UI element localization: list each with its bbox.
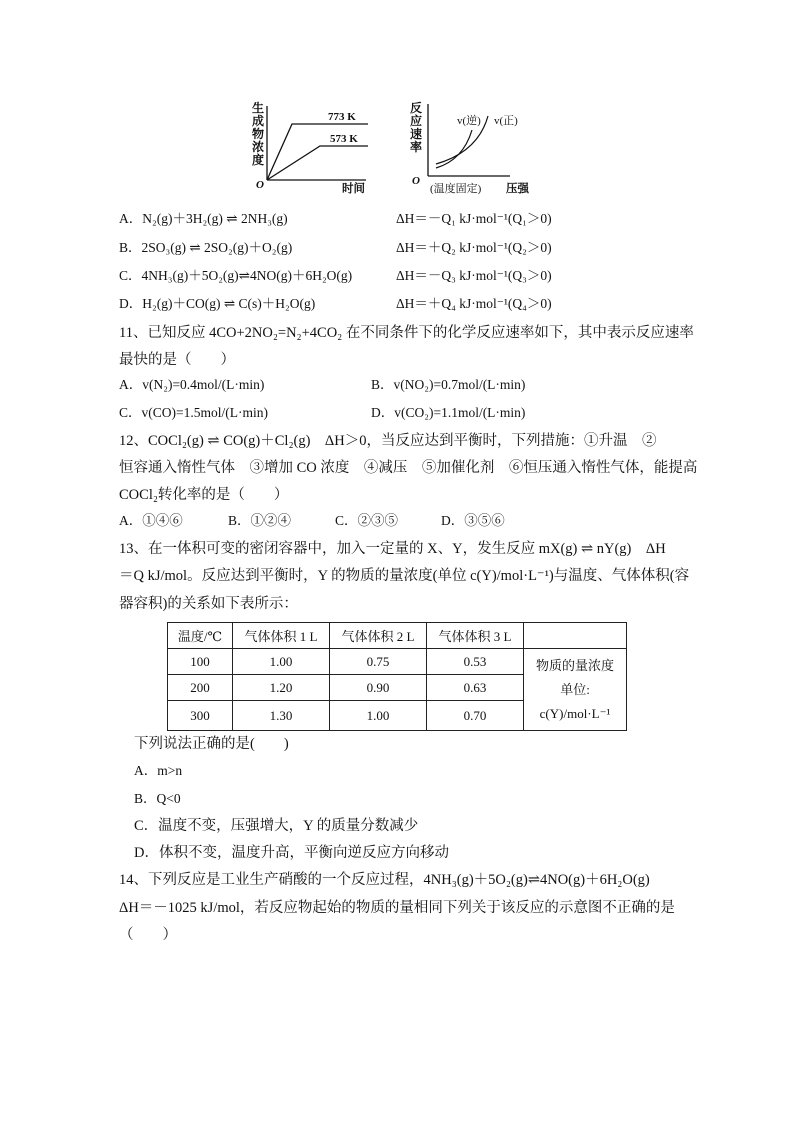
unit-line: c(Y)/mol·L⁻¹ xyxy=(539,705,611,721)
q13-option-d: D．体积不变，温度升高，平衡向逆反应方向移动 xyxy=(134,845,449,861)
question-12-stem-end: COCl₂转化率的是（ ） xyxy=(119,487,289,503)
option-a-reaction: A．N₂(g)＋3H₂(g) ⇌ 2NH₃(g) xyxy=(119,211,288,226)
table-header: 温度/℃ xyxy=(168,623,233,649)
table-header: 气体体积 2 L xyxy=(330,623,427,649)
option-a-enthalpy: ΔH＝－Q₁ kJ·mol⁻¹(Q₁＞0) xyxy=(396,211,552,226)
y-label-char: 成 xyxy=(252,114,265,128)
y-label-char: 度 xyxy=(252,153,265,167)
option-d-enthalpy: ΔH＝＋Q₄ kJ·mol⁻¹(Q₄＞0) xyxy=(396,296,552,311)
table-cell: 200 xyxy=(168,675,233,701)
table-cell: 100 xyxy=(168,649,233,675)
question-11-stem-cont: 最快的是（ ） xyxy=(119,352,235,368)
y-label-char: 生 xyxy=(252,101,265,115)
table-cell: 1.00 xyxy=(233,649,330,675)
curve-label-v-reverse: v(逆) xyxy=(457,115,481,127)
x-axis-label: 压强 xyxy=(506,183,529,195)
unit-cell xyxy=(524,649,627,731)
y-label-char: 浓 xyxy=(252,140,265,154)
table-cell: 0.63 xyxy=(427,675,524,701)
table-cell: 1.20 xyxy=(233,675,330,701)
option-b-reaction: B．2SO₃(g) ⇌ 2SO₂(g)＋O₂(g) xyxy=(119,240,293,255)
question-14-stem-cont: ΔH＝－1025 kJ/mol，若反应物起始的物质的量相同下列关于该反应的示意图不正确的是 xyxy=(119,900,675,916)
table-header: 气体体积 3 L xyxy=(427,623,524,649)
concentration-table xyxy=(167,622,627,731)
curve-573k xyxy=(267,146,368,180)
question-11-stem: 11、已知反应 4CO+2NO₂=N₂+4CO₂ 在不同条件下的化学反应速率如下，其中表示反应速率 xyxy=(119,325,694,341)
table-cell: 0.75 xyxy=(330,649,427,675)
y-label-char: 物 xyxy=(252,127,265,141)
x-axis-label: 时间 xyxy=(342,183,365,195)
option-c-enthalpy: ΔH＝－Q₃ kJ·mol⁻¹(Q₃＞0) xyxy=(396,268,552,283)
table-row xyxy=(168,649,627,675)
y-label-char: 反 xyxy=(410,101,423,115)
curve-label-v-forward: v(正) xyxy=(494,115,518,127)
question-12-stem: 12、COCl₂(g) ⇌ CO(g)＋Cl₂(g) ΔH＞0，当反应达到平衡时，下列措施：①升温 ② xyxy=(119,433,657,449)
question-12-stem-cont: 恒容通入惰性气体 ③增加 CO 浓度 ④减压 ⑤加催化剂 ⑥恒压通入惰性气体，能提高 xyxy=(119,460,698,476)
rate-pressure-graph xyxy=(408,98,538,196)
table-cell: 300 xyxy=(168,701,233,731)
question-13-stem: 13、在一体积可变的密闭容器中，加入一定量的 X、Y，发生反应 mX(g) ⇌ nY(g) ΔH xyxy=(119,541,666,557)
option-b-enthalpy: ΔH＝＋Q₂ kJ·mol⁻¹(Q₂＞0) xyxy=(396,240,552,255)
curve-label-773k: 773 K xyxy=(328,111,356,123)
question-13-stem-cont: ＝Q kJ/mol。反应达到平衡时，Y 的物质的量浓度(单位 c(Y)/mol·L⁻¹)与温度、气体体积(容 xyxy=(119,568,690,584)
table-cell: 1.30 xyxy=(233,701,330,731)
table-cell: 1.00 xyxy=(330,701,427,731)
unit-line: 物质的量浓度 xyxy=(535,657,614,673)
table-cell: 0.53 xyxy=(427,649,524,675)
q13-option-b: B．Q<0 xyxy=(134,791,181,806)
table-cell: 0.70 xyxy=(427,701,524,731)
y-axis-label xyxy=(252,100,264,167)
option-c-reaction: C．4NH₃(g)＋5O₂(g)⇌4NO(g)＋6H₂O(g) xyxy=(119,268,353,283)
question-13-stem-end: 器容积)的关系如下表所示： xyxy=(119,596,298,612)
table-header xyxy=(524,623,627,649)
y-label-char: 速 xyxy=(410,127,423,141)
option-d-reaction: D．H₂(g)＋CO(g) ⇌ C(s)＋H₂O(g) xyxy=(119,296,316,311)
q12-option-b: B．①②④ xyxy=(228,513,292,528)
concentration-time-graph xyxy=(248,98,378,196)
q11-option-d: D．v(CO₂)=1.1mol/(L·min) xyxy=(371,405,526,420)
q12-option-c: C．②③⑤ xyxy=(335,513,399,528)
y-label-char: 率 xyxy=(410,140,423,154)
q11-option-b: B．v(NO₂)=0.7mol/(L·min) xyxy=(371,377,526,392)
y-axis-label xyxy=(410,100,422,154)
q13-option-a: A．m>n xyxy=(134,763,183,778)
q12-option-a: A．①④⑥ xyxy=(119,513,183,528)
curve-label-573k: 573 K xyxy=(330,133,358,145)
temperature-note: (温度固定) xyxy=(430,183,482,195)
q12-option-d: D．③⑤⑥ xyxy=(441,513,505,528)
origin-label: O xyxy=(256,179,264,191)
table-header-row xyxy=(168,623,627,649)
y-label-char: 应 xyxy=(410,114,423,128)
origin-label: O xyxy=(412,175,420,187)
table-cell: 0.90 xyxy=(330,675,427,701)
table-header: 气体体积 1 L xyxy=(233,623,330,649)
question-14-stem: 14、下列反应是工业生产硝酸的一个反应过程，4NH₃(g)＋5O₂(g)⇌4NO(g)＋6H₂O(g) xyxy=(119,872,650,888)
q11-option-c: C．v(CO)=1.5mol/(L·min) xyxy=(119,405,268,420)
q13-option-c: C．温度不变，压强增大，Y 的质量分数减少 xyxy=(134,818,419,834)
question-13-prompt: 下列说法正确的是( ) xyxy=(134,736,289,752)
unit-line: 单位: xyxy=(560,681,590,697)
q11-option-a: A．v(N₂)=0.4mol/(L·min) xyxy=(119,377,265,392)
question-14-stem-end: （ ） xyxy=(119,927,177,943)
